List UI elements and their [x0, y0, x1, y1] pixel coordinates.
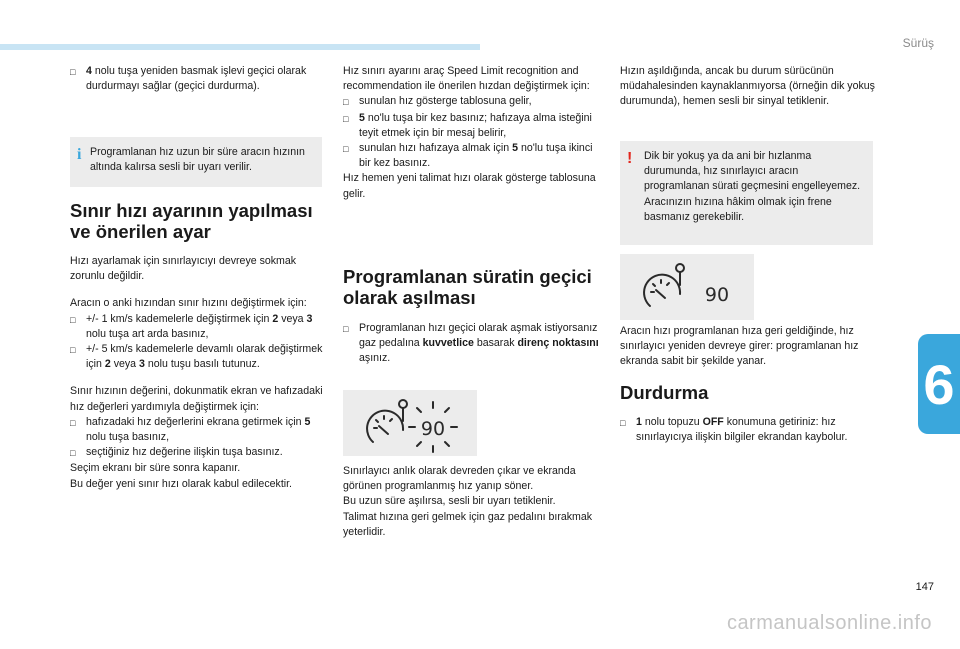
checkbox-bullet-icon: □	[70, 345, 76, 356]
column-2-tail	[343, 464, 601, 540]
list-item: □ 5 no'lu tuşa bir kez basınız; hafızaya alma isteğini teyit etmek için bir mesaj belirir,	[343, 111, 601, 141]
warning-box	[620, 141, 873, 245]
checkbox-bullet-icon: □	[620, 417, 626, 428]
list-item: □ Programlanan hızı geçici olarak aşmak istiyorsanız gaz pedalına kuvvetlice basarak direnç noktasını aşınız.	[343, 321, 601, 367]
chapter-tab: 6	[918, 334, 960, 434]
warning-icon: !	[627, 150, 633, 167]
column-1-body	[70, 200, 325, 492]
speedometer-icon	[343, 390, 477, 456]
paragraph: Seçim ekranı bir süre sonra kapanır.	[70, 462, 241, 475]
info-box	[70, 137, 322, 187]
column-2-body	[343, 266, 601, 367]
list-item: □ +/- 5 km/s kademelerle devamlı olarak değiştirmek için 2 veya 3 nolu tuşu basılı tutunuz.	[70, 342, 325, 372]
paragraph-intro: Sınır hızının değerini, dokunmatik ekran ve hafızadaki hız değerleri yardımıyla değiştirmek için:	[70, 385, 323, 413]
checkbox-bullet-icon: □	[343, 97, 349, 108]
warning-text: Dik bir yokuş ya da ani bir hızlanma durumunda, hız sınırlayıcı aracın programlanan sürati geçmesini engelleyemez.	[644, 150, 861, 193]
checkbox-bullet-icon: □	[70, 67, 76, 77]
header-bar	[0, 44, 480, 50]
paragraph: Bu uzun süre aşılırsa, sesli bir uyarı tetiklenir.	[343, 495, 556, 508]
checkbox-bullet-icon: □	[343, 144, 349, 155]
list-item: □ seçtiğiniz hız değerine ilişkin tuşa basınız.	[70, 445, 325, 461]
speed-display-steady	[620, 254, 754, 320]
checkbox-bullet-icon: □	[343, 113, 349, 124]
paragraph: Sınırlayıcı anlık olarak devreden çıkar ve ekranda görünen programlanmış hız yanıp söner.	[343, 465, 576, 493]
paragraph: Talimat hızına geri gelmek için gaz pedalını bırakmak yeterlidir.	[343, 510, 593, 538]
paragraph-intro: Aracın o anki hızından sınır hızını değiştirmek için:	[70, 297, 307, 310]
list-item-text: nolu tuşa yeniden basmak işlevi geçici olarak durdurmayı sağlar (geçici durdurma).	[86, 65, 307, 93]
page-number: 147	[915, 581, 934, 593]
paragraph: Hız hemen yeni talimat hızı olarak gösterge tablosuna gelir.	[343, 172, 596, 200]
watermark: carmanualsonline.info	[726, 612, 932, 634]
paragraph-intro: Hız sınırı ayarını araç Speed Limit recognition and recommendation ile önerilen hızdan değiştirmek için:	[343, 65, 590, 93]
speed-value: 90	[420, 418, 446, 440]
list-item: □ +/- 1 km/s kademelerle değiştirmek için 2 veya 3 nolu tuşa art arda basınız,	[70, 312, 325, 342]
section-title: Sürüş	[902, 36, 934, 50]
section-heading: Durdurma	[620, 381, 709, 403]
paragraph: Bu değer yeni sınır hızı olarak kabul edilecektir.	[70, 477, 292, 490]
speed-display-flashing	[343, 390, 477, 456]
column-3	[620, 64, 875, 110]
column-3-body	[620, 324, 875, 445]
checkbox-bullet-icon: □	[70, 314, 76, 325]
info-text: Programlanan hız uzun bir süre aracın hızının altında kalırsa sesli bir uyarı verilir.	[90, 146, 305, 174]
checkbox-bullet-icon: □	[70, 417, 76, 428]
section-heading: Programlanan süratin geçici olarak aşılması	[343, 266, 592, 308]
column-1	[70, 64, 325, 94]
speedometer-icon	[620, 254, 754, 320]
column-2	[343, 64, 601, 202]
key-number: 4	[86, 65, 92, 77]
info-icon: i	[77, 146, 82, 163]
section-heading: Sınır hızı ayarının yapılması ve önerilen ayar	[70, 200, 313, 242]
checkbox-bullet-icon: □	[343, 324, 349, 334]
paragraph: Aracın hızı programlanan hıza geri geldiğinde, hız sınırlayıcı yeniden devreye girer: programlanan hız ekranda sabit bir şekilde yanar.	[620, 325, 859, 368]
list-item: □ sunulan hızı hafızaya almak için 5 no'lu tuşa ikinci bir kez basınız.	[343, 141, 601, 171]
paragraph: Hızın aşıldığında, ancak bu durum sürücünün müdahalesinden kaynaklanmıyorsa (örneğin dik yokuş durumunda), hemen sesli bir sinyal tetiklenir.	[620, 65, 875, 108]
list-item	[70, 64, 325, 94]
list-item: □ 1 nolu topuzu OFF konumuna getiriniz: hız sınırlayıcıya ilişkin bilgiler ekrandan kaybolur.	[620, 415, 875, 445]
warning-text: Aracınızın hızına hâkim olmak için frene basmanız gerekebilir.	[644, 195, 832, 223]
paragraph: Hızı ayarlamak için sınırlayıcıyı devreye sokmak zorunlu değildir.	[70, 255, 297, 283]
checkbox-bullet-icon: □	[70, 448, 76, 459]
list-item: □ sunulan hız gösterge tablosuna gelir,	[343, 94, 601, 110]
speed-value: 90	[704, 284, 730, 306]
list-item: □ hafızadaki hız değerlerini ekrana getirmek için 5 nolu tuşa basınız,	[70, 415, 325, 445]
